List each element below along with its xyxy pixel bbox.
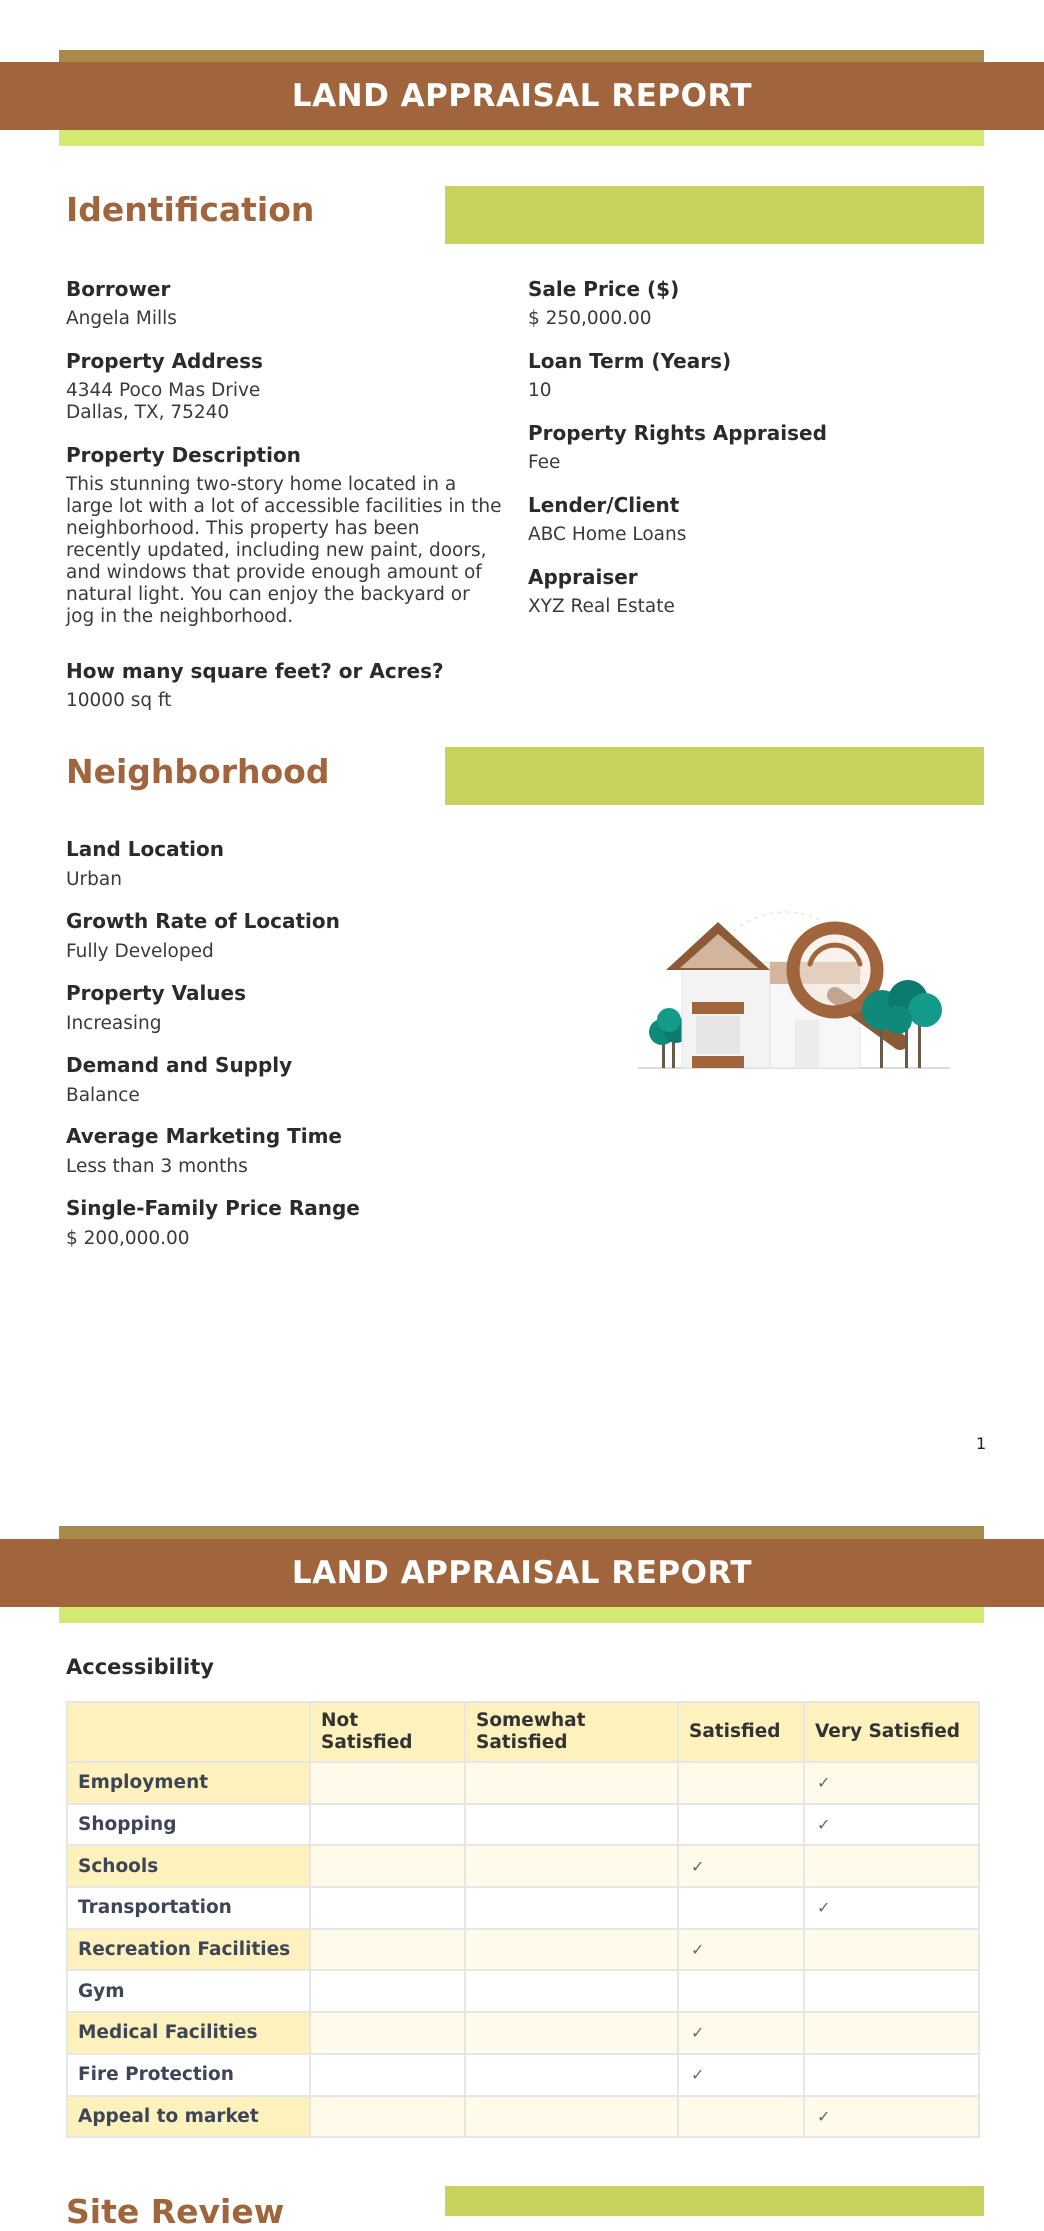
land-location-label: Land Location [66,837,224,861]
site-review-title: Site Review [66,2192,285,2231]
rating-cell [465,1970,678,2012]
growth-rate-value: Fully Developed [66,941,214,962]
row-label: Appeal to market [67,2096,310,2138]
property-rights-value: Fee [528,452,561,473]
rating-cell [465,1929,678,1971]
property-description [66,474,501,628]
loan-term-value: 10 [528,380,552,401]
accessibility-title: Accessibility [66,1655,214,1679]
row-label: Medical Facilities [67,2012,310,2054]
rating-cell [310,1804,465,1846]
property-address-label: Property Address [66,349,263,373]
row-label: Transportation [67,1887,310,1929]
sale-price-value: $ 250,000.00 [528,308,652,329]
price-range-label: Single-Family Price Range [66,1196,360,1220]
rating-cell [465,2054,678,2096]
borrower-value: Angela Mills [66,308,177,329]
column-header: Very Satisfied [804,1702,979,1762]
identification-title-bar [445,186,984,244]
land-location-value: Urban [66,869,122,890]
row-label: Gym [67,1970,310,2012]
rating-cell [310,2096,465,2138]
report-header-2 [0,1539,1044,1607]
sale-price-label: Sale Price ($) [528,277,680,301]
site-review-title-bar [445,2186,984,2216]
check-icon: ✓ [804,1762,979,1804]
column-header: Not Satisfied [310,1702,465,1762]
check-icon: ✓ [678,2054,804,2096]
lender-value: ABC Home Loans [528,524,687,545]
rating-cell [804,2012,979,2054]
rating-cell [310,1887,465,1929]
property-values-label: Property Values [66,981,247,1005]
row-label: Shopping [67,1804,310,1846]
table-row [67,1970,979,2012]
square-feet-label: How many square feet? or Acres? [66,659,444,683]
check-icon: ✓ [678,1845,804,1887]
check-icon: ✓ [804,1887,979,1929]
check-icon: ✓ [678,1929,804,1971]
table-row [67,2096,979,2138]
rating-cell [804,2054,979,2096]
rating-cell [310,2012,465,2054]
demand-supply-label: Demand and Supply [66,1053,293,1077]
rating-cell [310,2054,465,2096]
rating-cell [804,1929,979,1971]
table-row [67,2054,979,2096]
report-title-2: LAND APPRAISAL REPORT [291,1555,753,1591]
description-line: neighborhood. This property has been [66,518,420,539]
property-values-value: Increasing [66,1013,162,1034]
check-icon: ✓ [678,2012,804,2054]
property-address-line1: 4344 Poco Mas Drive [66,380,261,401]
property-address-line2: Dallas, TX, 75240 [66,402,230,423]
rating-cell [310,1970,465,2012]
neighborhood-title-bar [445,747,984,805]
table-header-row [67,1702,979,1762]
row-label: Recreation Facilities [67,1929,310,1971]
rating-cell [678,1970,804,2012]
identification-title: Identification [66,190,315,229]
header-accent-bottom [59,130,984,146]
rating-cell [804,1970,979,2012]
page-number: 1 [976,1434,987,1453]
rating-cell [465,1804,678,1846]
rating-cell [465,1845,678,1887]
column-header: Satisfied [678,1702,804,1762]
report-header [0,62,1044,130]
description-line: natural light. You can enjoy the backyard or [66,584,470,605]
rating-cell [678,1887,804,1929]
rating-cell [310,1845,465,1887]
description-line: large lot with a lot of accessible facilities in the [66,496,502,517]
rating-cell [678,1762,804,1804]
square-feet-value: 10000 sq ft [66,690,172,711]
rating-cell [310,1762,465,1804]
description-line: This stunning two-story home located in a [66,474,457,495]
rating-cell [465,1887,678,1929]
report-title: LAND APPRAISAL REPORT [291,78,753,114]
rating-cell [678,2096,804,2138]
marketing-time-label: Average Marketing Time [66,1124,342,1148]
header-accent-bottom-2 [59,1607,984,1623]
row-label: Fire Protection [67,2054,310,2096]
column-header [67,1702,310,1762]
property-rights-label: Property Rights Appraised [528,421,827,445]
rating-cell [804,1845,979,1887]
appraiser-value: XYZ Real Estate [528,596,675,617]
column-header: Somewhat Satisfied [465,1702,678,1762]
accessibility-table [66,1701,980,2138]
rating-cell [310,1929,465,1971]
lender-label: Lender/Client [528,493,680,517]
rating-cell [465,2096,678,2138]
table-row [67,2012,979,2054]
table-row [67,1804,979,1846]
row-label: Employment [67,1762,310,1804]
borrower-label: Borrower [66,277,171,301]
check-icon: ✓ [804,1804,979,1846]
table-row [67,1845,979,1887]
loan-term-label: Loan Term (Years) [528,349,732,373]
row-label: Schools [67,1845,310,1887]
description-line: jog in the neighborhood. [66,606,294,627]
neighborhood-title: Neighborhood [66,752,330,791]
demand-supply-value: Balance [66,1085,140,1106]
rating-cell [678,1804,804,1846]
rating-cell [465,1762,678,1804]
appraiser-label: Appraiser [528,565,638,589]
table-row [67,1887,979,1929]
rating-cell [465,2012,678,2054]
property-description-label: Property Description [66,443,301,467]
price-range-value: $ 200,000.00 [66,1228,190,1249]
house-magnifier-icon [630,900,960,1090]
table-row [67,1762,979,1804]
marketing-time-value: Less than 3 months [66,1156,248,1177]
table-row [67,1929,979,1971]
check-icon: ✓ [804,2096,979,2138]
growth-rate-label: Growth Rate of Location [66,909,340,933]
description-line: recently updated, including new paint, doors, [66,540,487,561]
description-line: and windows that provide enough amount of [66,562,482,583]
accessibility-table-body [67,1762,979,2137]
